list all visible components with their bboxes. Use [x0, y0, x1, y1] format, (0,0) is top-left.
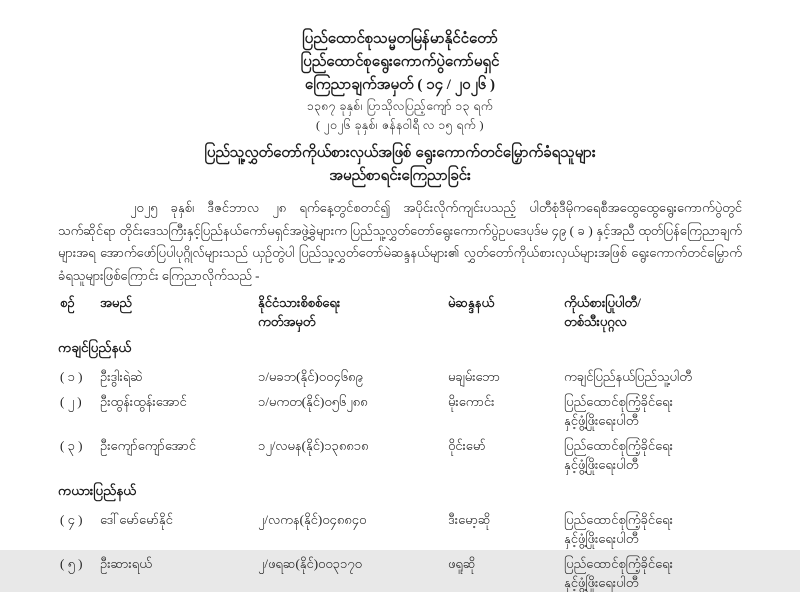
table-row — [58, 510, 742, 548]
row-nrc: ၁/မခဘ(နိုင်)၀၀၄၆၈၉ — [258, 369, 363, 384]
section-kachin-state: ကချင်ပြည်နယ် — [58, 340, 132, 355]
row-party — [564, 436, 738, 474]
row-constituency: ဒီးမော့ဆို — [448, 512, 491, 527]
row-serial: ( ၅ ) — [60, 556, 83, 571]
document-title-line1: ပြည်သူ့လွှတ်တော်ကိုယ်စားလှယ်အဖြစ် ရွေးကောက်တင်မြှောက်ခံရသူများ — [204, 145, 596, 161]
row-constituency: မချမ်းဘော — [448, 369, 500, 384]
row-party — [564, 510, 738, 548]
row-serial: ( ၁ ) — [60, 369, 83, 384]
section-kayah-state: ကယားပြည်နယ် — [58, 483, 137, 498]
row-nrc: ၂/ဖရဆ(နိုင်)၀၀၃၁၇၀ — [258, 556, 362, 571]
row-party-line2: နှင့်ဖွံ့ဖြိုးရေးပါတီ — [564, 457, 639, 472]
results-table — [58, 293, 742, 592]
table-row — [58, 436, 742, 474]
row-nrc: ၂/လကန(နိုင်)၀၄၈၈၄၀ — [258, 512, 367, 527]
row-name: ဦးကျော်ကျော်အောင် — [100, 438, 196, 453]
row-party — [564, 554, 738, 592]
row-serial: ( ၂ ) — [60, 394, 82, 409]
row-party-line1: ပြည်ထောင်စုကြံ့ခိုင်ရေး — [564, 438, 673, 453]
body-paragraph: ၂၀၂၅ ခုနှစ်၊ ဒီဇင်ဘာလ ၂၈ ရက်နေ့တွင်စတင်၍ အပိုင်းလိုက်ကျင်းပသည့် ပါတီစုံဒီမိုကရေစီအထွေထွေရွေးကောက်ပွဲတွင် သက်ဆိုင်ရာ တိုင်းဒေသကြီးနှင့်ပြည်နယ်ကော်မရှင်အဖွဲ့ခွဲများက ပြည်သူ့လွှတ်တော်ရွေးကောက်ပွဲဥပဒေပုဒ်မ ၄၉ ( ခ ) နှင့်အညီ ထုတ်ပြန်ကြေညာချက်များအရ အောက်ဖော်ပြပါပုဂ္ဂိုလ်များသည် ယှဉ်တွဲပါ ပြည်သူ့လွှတ်တော်မဲဆန္ဒနယ်များ၏ လွှတ်တော်ကိုယ်စားလှယ်များအဖြစ် ရွေးကောက်တင်မြှောက်ခံရသူများဖြစ်ကြောင်း ကြေညာလိုက်သည် - — [58, 200, 742, 283]
header-party — [564, 293, 738, 331]
table-row — [58, 392, 742, 430]
header-party-line2: တစ်သီးပုဂ္ဂလ — [564, 314, 627, 329]
row-constituency: ဖရူဆို — [448, 556, 476, 571]
row-nrc: ၁၂/လမန(နိုင်)၁၃၈၈၁၈ — [258, 438, 369, 453]
header-name: အမည် — [100, 295, 132, 310]
state-title: ပြည်ထောင်စုသမ္မတမြန်မာနိုင်ငံတော် — [302, 31, 498, 47]
header-nrc — [258, 293, 448, 331]
document-title-line2: အမည်စာရင်းကြေညာခြင်း — [329, 168, 471, 184]
row-party-line2: နှင့်ဖွံ့ဖြိုးရေးပါတီ — [564, 531, 639, 546]
row-constituency: ဝိုင်းမော် — [448, 438, 486, 453]
row-party-line1: ပြည်ထောင်စုကြံ့ခိုင်ရေး — [564, 556, 673, 571]
row-party-line2: နှင့်ဖွံ့ဖြိုးရေးပါတီ — [564, 413, 639, 428]
row-party — [564, 392, 738, 430]
header-nrc-line2: ကတ်အမှတ် — [258, 314, 316, 329]
row-name: ဦးဆားရယ် — [100, 556, 152, 571]
date-myanmar: ၁၃၈၇ ခုနှစ်၊ ပြာသိုလပြည့်ကျော် ၁၃ ရက် — [306, 99, 494, 113]
row-serial: ( ၄ ) — [60, 512, 83, 527]
row-name: ဦးထွန်းထွန်းအောင် — [100, 394, 187, 409]
row-name: ဒေါ်မော်မော်နိုင် — [100, 512, 173, 527]
row-party-line2: နှင့်ဖွံ့ဖြိုးရေးပါတီ — [564, 575, 639, 590]
row-party — [564, 367, 738, 386]
table-row — [58, 554, 742, 592]
document-title — [58, 143, 742, 187]
header-party-line1: ကိုယ်စားပြုပါတီ/ — [564, 295, 641, 310]
row-constituency: မိုးကောင်း — [448, 394, 495, 409]
row-party-line1: ပြည်ထောင်စုကြံ့ခိုင်ရေး — [564, 394, 673, 409]
row-nrc: ၁/မကတ(နိုင်)၀၅၆၂၈၈ — [258, 394, 368, 409]
row-party-line1: ကချင်ပြည်နယ်ပြည်သူ့ပါတီ — [564, 369, 692, 384]
row-serial: ( ၃ ) — [60, 438, 83, 453]
header-constituency: မဲဆန္ဒနယ် — [448, 295, 495, 310]
row-party-line1: ပြည်ထောင်စုကြံ့ခိုင်ရေး — [564, 512, 673, 527]
table-header-row — [58, 293, 742, 331]
announcement-number: ကြေညာချက်အမှတ် ( ၁၄ / ၂၀၂၆ ) — [304, 77, 496, 93]
commission-name: ပြည်ထောင်စုရွေးကောက်ပွဲကော်မရှင် — [300, 54, 500, 70]
table-row — [58, 367, 742, 386]
row-name: ဦးဒွါးရဲဆဲ — [100, 369, 143, 384]
header-serial: စဉ် — [60, 295, 75, 310]
header-nrc-line1: နိုင်ငံသားစိစစ်ရေး — [258, 295, 341, 310]
date-gregorian: ( ၂၀၂၆ ခုနှစ်၊ ဇန်နဝါရီ လ ၁၅ ရက် ) — [315, 118, 485, 132]
